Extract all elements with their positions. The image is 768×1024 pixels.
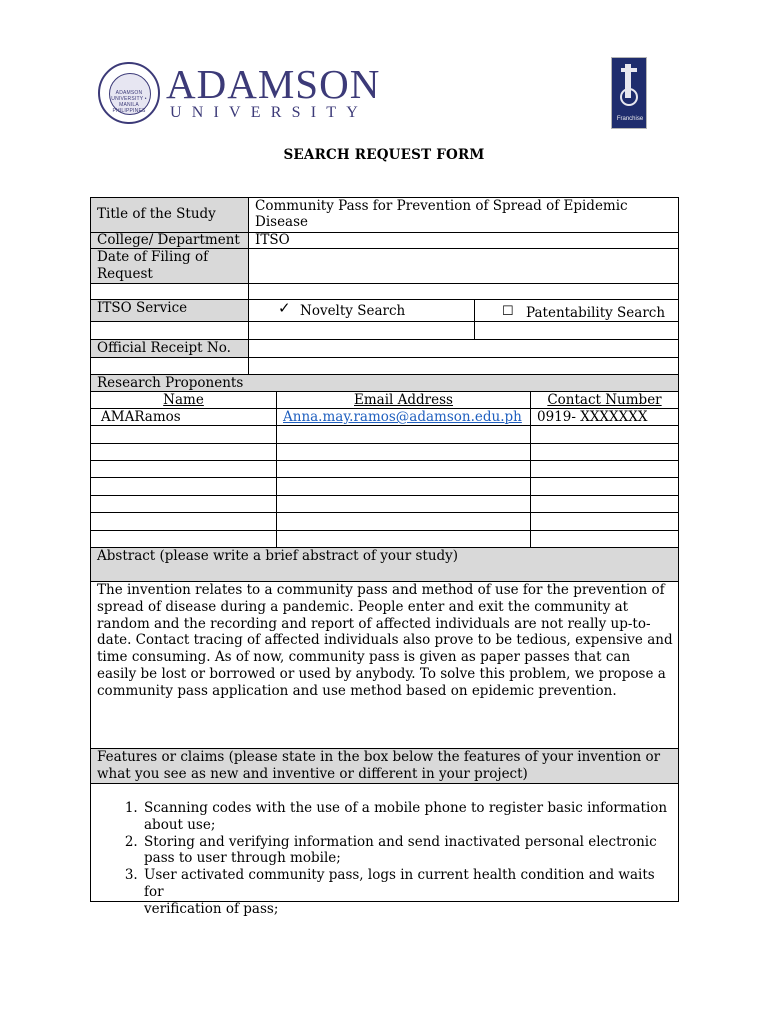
- features-list[interactable]: [97, 800, 675, 918]
- seal-text: ADAMSON UNIVERSITY • MANILA PHILIPPINES: [111, 90, 147, 114]
- patentability-checkbox-icon[interactable]: ☐: [502, 304, 514, 319]
- title-of-study-value-line1[interactable]: Community Pass for Prevention of Spread of Epidemic: [255, 198, 628, 214]
- column-header-email: Email Address: [354, 392, 453, 408]
- feature-item: 1. Scanning codes with the use of a mobile phone to register basic information about use;: [142, 800, 675, 834]
- college-value[interactable]: ITSO: [255, 232, 290, 248]
- adamson-seal-logo: [98, 62, 160, 124]
- official-receipt-label: Official Receipt No.: [97, 340, 231, 356]
- itso-service-label: ITSO Service: [97, 300, 188, 316]
- title-of-study-value-line2[interactable]: Disease: [255, 214, 309, 230]
- novelty-search-checkmark-icon[interactable]: ✓: [278, 299, 291, 317]
- abstract-line: spread of disease during a pandemic. People enter and exit the community at: [97, 598, 629, 615]
- feature-item: 2. Storing and verifying information and send inactivated personal electronic pass to user through mobile;: [142, 834, 675, 868]
- features-label-line1: Features or claims (please state in the box below the features of your invention or: [97, 749, 661, 765]
- abstract-line: easily be lost or borrowed or used by anybody. To solve this problem, we propose a: [97, 665, 666, 682]
- patentability-search-option[interactable]: Patentability Search: [526, 305, 666, 321]
- abstract-line: time consuming. As of now, community pass is given as paper passes that can: [97, 649, 631, 666]
- date-of-filing-label-line2: Request: [97, 266, 153, 282]
- abstract-line: The invention relates to a community pass and method of use for the prevention of: [97, 582, 665, 598]
- date-of-filing-label-line1: Date of Filing of: [97, 249, 209, 265]
- abstract-line: random and the recording and report of affected individuals are not really up-to-: [97, 615, 651, 632]
- brand-subtitle: UNIVERSITY: [170, 104, 368, 121]
- abstract-label: Abstract (please write a brief abstract of your study): [97, 548, 459, 564]
- research-proponents-label: Research Proponents: [97, 375, 244, 391]
- proponent-contact[interactable]: 0919- XXXXXXX: [537, 409, 648, 425]
- college-label: College/ Department: [97, 232, 240, 248]
- itso-logo: [611, 57, 647, 129]
- column-header-contact: Contact Number: [547, 392, 662, 408]
- brand-name: ADAMSON: [166, 61, 381, 107]
- itso-logo-text: Franchise: [616, 116, 644, 122]
- feature-item: 3. User activated community pass, logs in current health condition and waits for verification of pass;: [142, 867, 675, 917]
- abstract-text[interactable]: [97, 582, 675, 700]
- features-label-line2: what you see as new and inventive or different in your project): [97, 766, 528, 782]
- title-of-study-label: Title of the Study: [97, 206, 216, 222]
- proponent-email-link[interactable]: Anna.may.ramos@adamson.edu.ph: [283, 409, 522, 425]
- abstract-line: date. Contact tracing of affected individuals also prove to be tedious, expensive and: [97, 632, 673, 649]
- novelty-search-option[interactable]: Novelty Search: [300, 303, 406, 319]
- form-title: SEARCH REQUEST FORM: [283, 147, 485, 163]
- column-header-name: Name: [163, 392, 204, 408]
- abstract-line: community pass application and use method based on epidemic prevention.: [97, 682, 617, 699]
- proponent-name[interactable]: AMARamos: [101, 409, 181, 425]
